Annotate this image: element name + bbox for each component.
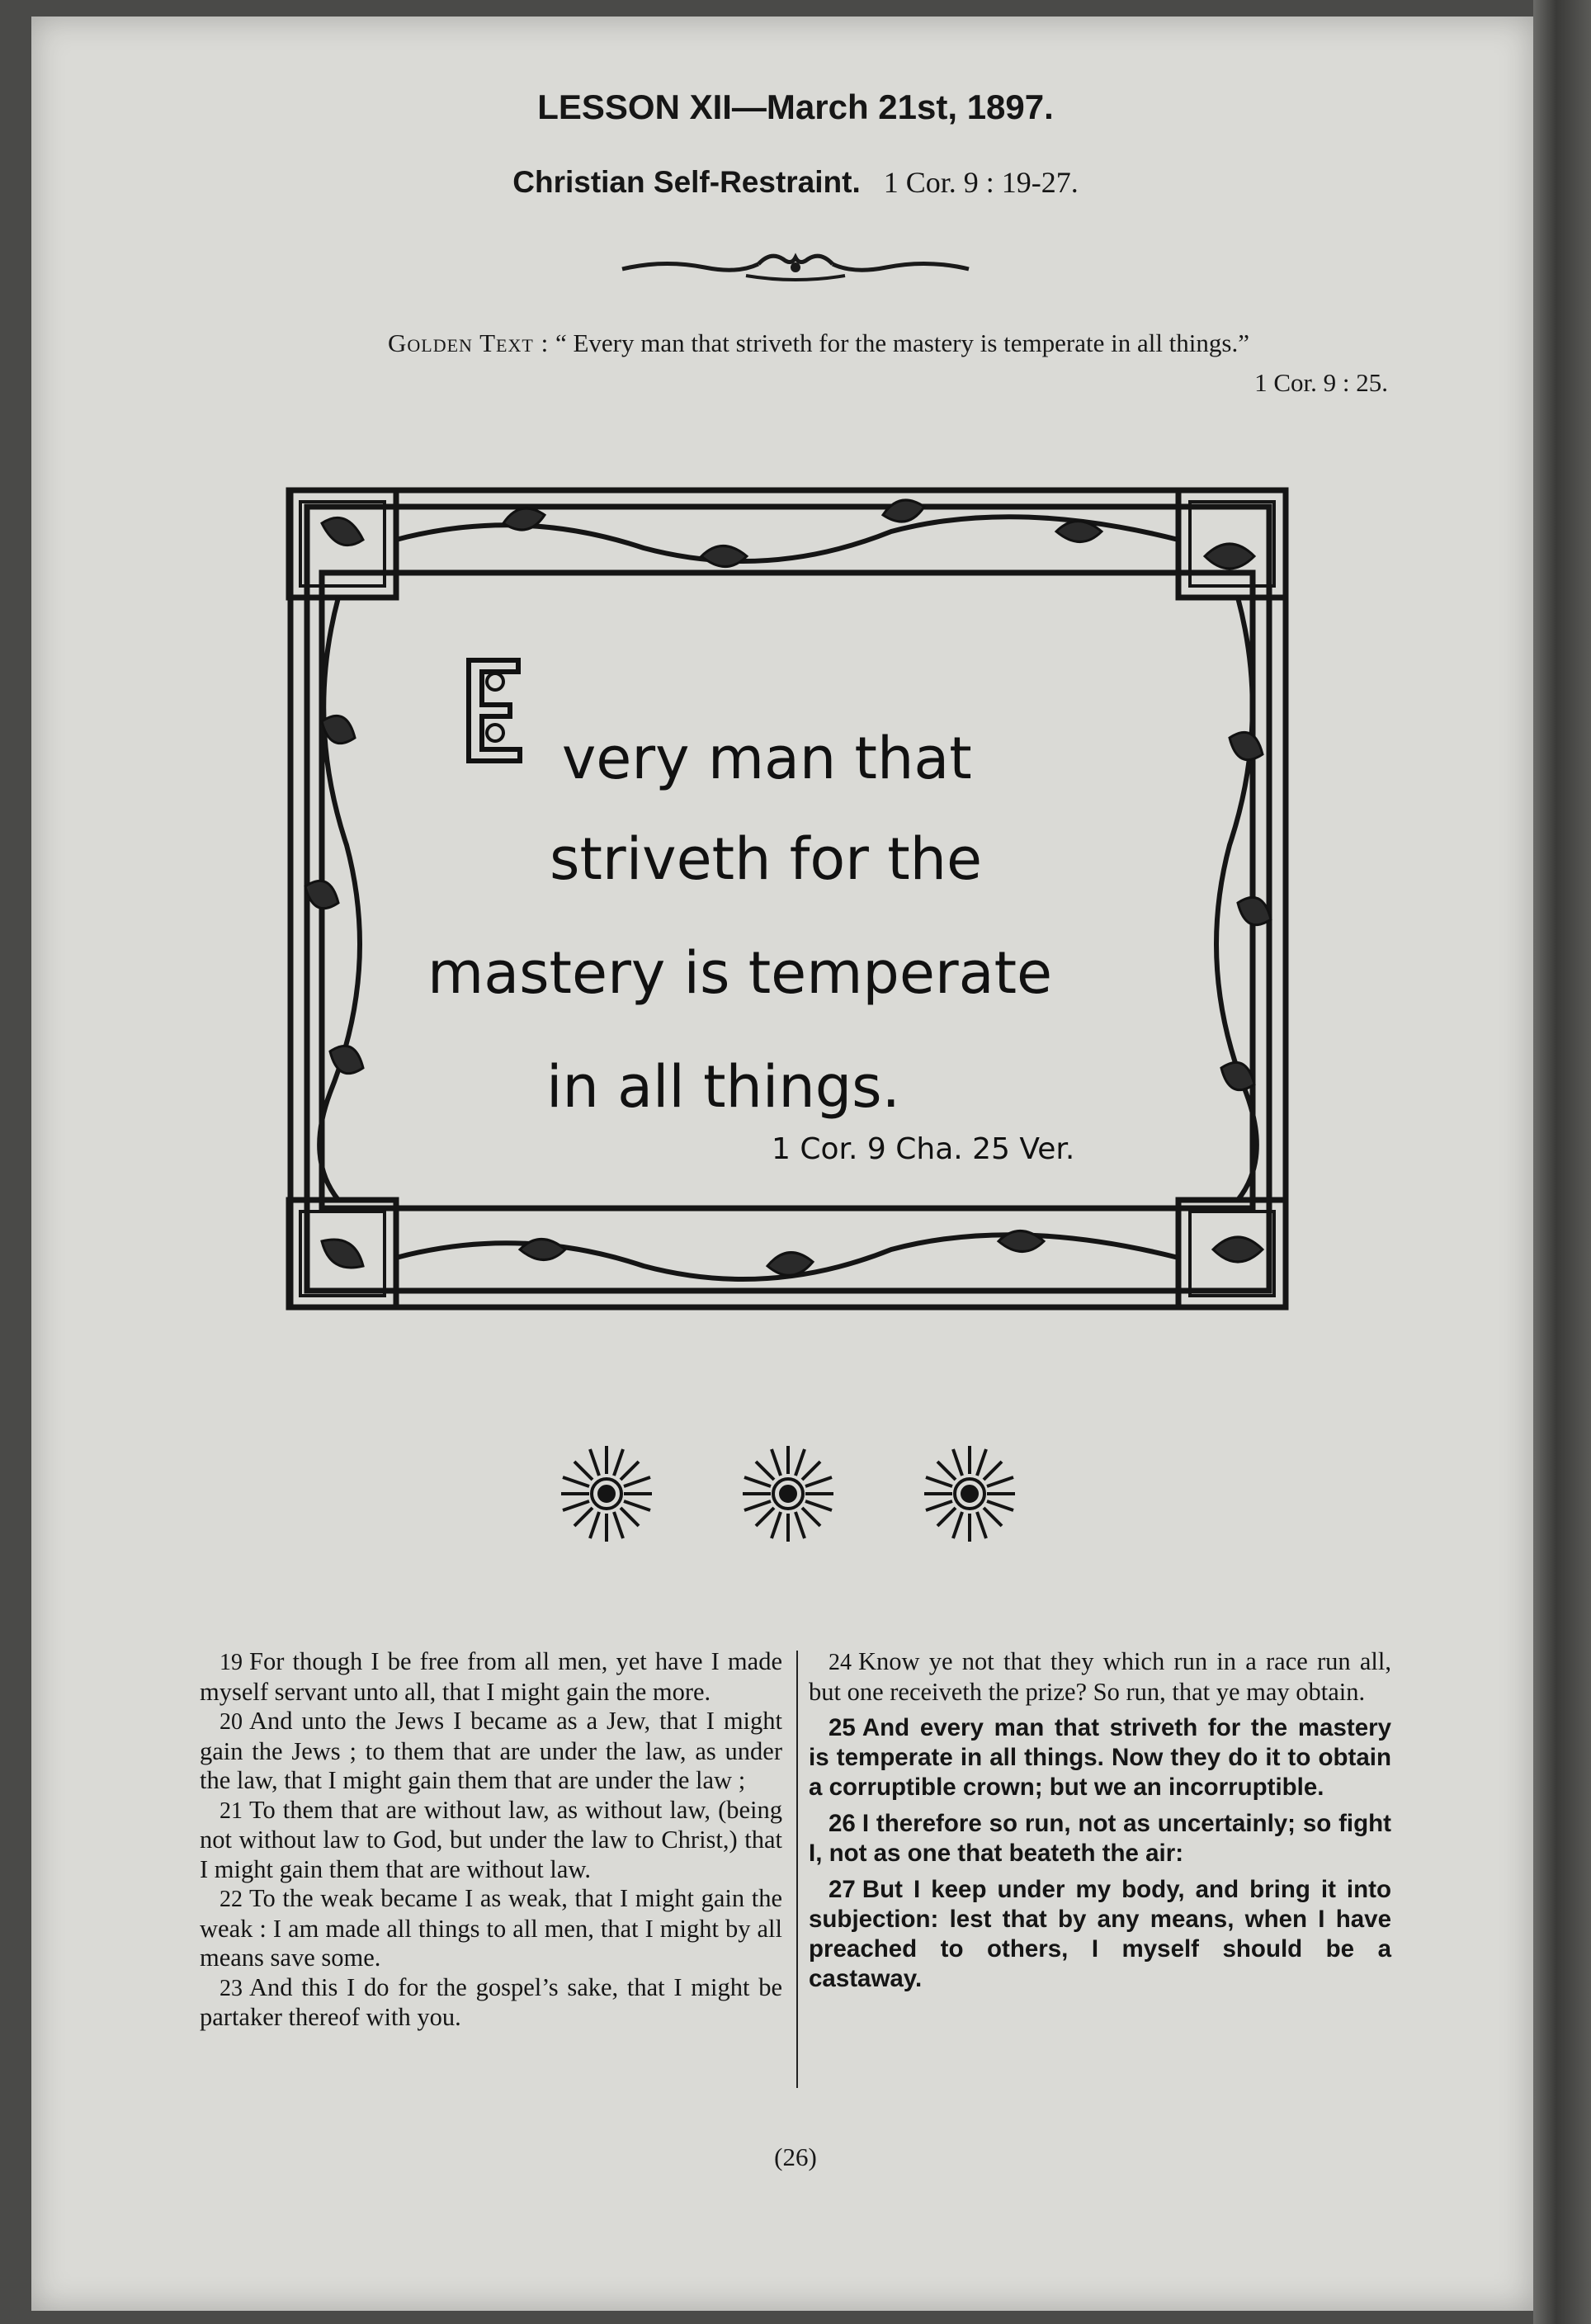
verse-23: 23 And this I do for the gospel’s sake, that I might be partaker thereof with you. <box>200 1972 782 2031</box>
book-spine <box>1533 0 1591 2324</box>
verse-27: 27 But I keep under my body, and bring it into subjection: lest that by any means, when I have preached to others, I myself should be a castaway. <box>809 1876 1391 1992</box>
verse-26: 26 I therefore so run, not as uncertainly; so fight I, not as one that beateth the air: <box>809 1810 1391 1867</box>
verse-25: 25 And every man that striveth for the mastery is temperate in all things. Now they do it to obtain a corruptible crown; but we an incorruptible. <box>809 1714 1391 1801</box>
subtitle-main: Christian Self-Restraint. <box>512 165 861 199</box>
verse-21: 21 To them that are without law, as without law, (being not without law to God, but under the law to Christ,) that I might gain them that are without law. <box>200 1795 782 1883</box>
verse-20: 20 And unto the Jews I became as a Jew, that I might gain the Jews ; to them that are under the law, as under the law, that I might gain them that are under the law ; <box>200 1707 782 1794</box>
sunburst-ornaments <box>561 1441 1023 1548</box>
frame-line-1: very man that <box>561 725 972 792</box>
page-number: (26) <box>774 2142 817 2171</box>
golden-text <box>253 328 1385 358</box>
verses-right-column <box>809 1647 1391 1994</box>
illuminated-initial-e <box>469 660 520 761</box>
column-divider <box>796 1651 798 2088</box>
frame-reference: 1 Cor. 9 Cha. 25 Ver. <box>772 1132 1075 1166</box>
golden-text-reference: 1 Cor. 9 : 25. <box>1254 368 1388 397</box>
frame-line-3: mastery is temperate <box>427 939 1053 1007</box>
verse-24: 24 Know ye not that they which run in a race run all, but one receiveth the prize? So run, that ye may obtain. <box>809 1647 1391 1706</box>
lesson-title: LESSON XII—March 21st, 1897. <box>537 87 1054 126</box>
verses-left-column <box>200 1647 782 2033</box>
vine-frame-illustration <box>272 474 1304 1324</box>
subtitle-reference: 1 Cor. 9 : 19-27. <box>883 166 1079 199</box>
golden-text-quote: “ Every man that striveth for the mastery is temperate in all things.” <box>555 328 1249 357</box>
frame-line-2: striveth for the <box>550 825 983 893</box>
frame-line-4: in all things. <box>546 1053 900 1121</box>
golden-text-label: Golden Text : <box>388 328 550 357</box>
lesson-subtitle <box>0 165 1591 200</box>
scroll-ornament-icon <box>614 243 977 292</box>
verse-19: 19 For though I be free from all men, yet have I made myself servant unto all, that I might gain the more. <box>200 1647 782 1706</box>
verse-22: 22 To the weak became I as weak, that I might gain the weak : I am made all things to all men, that I might by all means save some. <box>200 1884 782 1972</box>
